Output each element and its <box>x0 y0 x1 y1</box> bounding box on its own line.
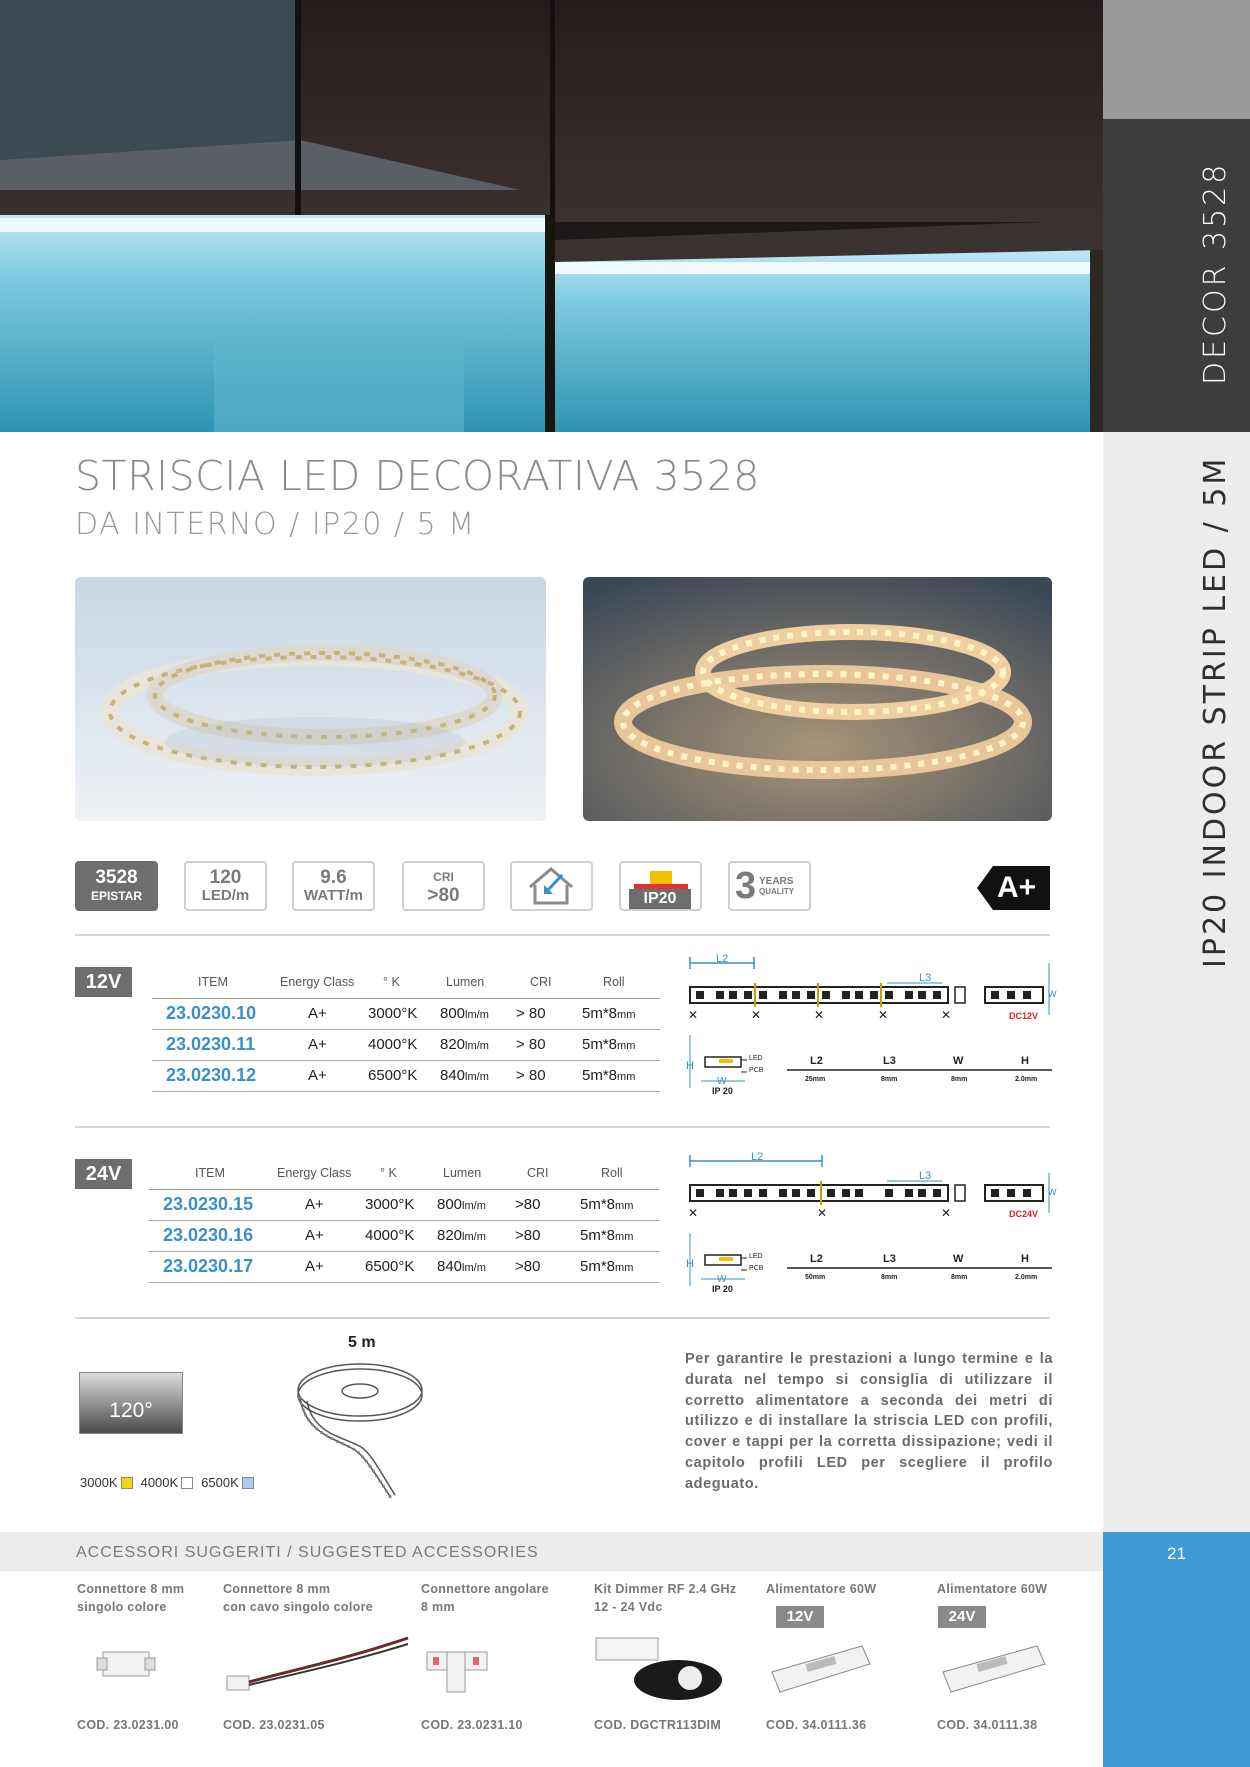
header-roll: Roll <box>601 1166 623 1180</box>
item-code: 23.0230.10 <box>166 1003 257 1023</box>
pcb-label: PCB <box>749 1067 764 1074</box>
sidebar-top-block <box>1103 0 1250 119</box>
val-w: 8mm <box>951 1274 968 1281</box>
accessory-name: Connettore 8 mm con cavo singolo colore <box>223 1582 373 1614</box>
val-w: 8mm <box>951 1076 968 1083</box>
lumen: 800 <box>440 1005 466 1022</box>
val-l3: 8mm <box>881 1274 898 1281</box>
dim-l3: L3 <box>919 972 932 984</box>
roll: 5m*8 <box>580 1227 616 1244</box>
energy-class: A+ <box>305 1227 324 1244</box>
val-h: 2.0mm <box>1015 1076 1038 1083</box>
page-title: STRISCIA LED DECORATIVA 3528 <box>75 452 760 500</box>
svg-text:✕: ✕ <box>688 1206 699 1220</box>
power-unit: WATT/m <box>304 887 363 904</box>
roll-unit: mm <box>615 1262 634 1274</box>
energy-class: A+ <box>308 1036 327 1053</box>
roll-unit: mm <box>617 1040 636 1052</box>
power-supply-icon <box>937 1636 1052 1706</box>
warranty-years: 3 <box>735 865 757 907</box>
swatch-cool <box>242 1477 254 1489</box>
lumen-unit: lm/m <box>465 1071 489 1083</box>
dim-h: H <box>686 1258 694 1270</box>
header-cri: CRI <box>530 975 552 989</box>
energy-class-value: A+ <box>997 871 1037 904</box>
lumen: 820 <box>440 1036 466 1053</box>
roll: 5m*8 <box>582 1005 618 1022</box>
lumen: 840 <box>437 1258 463 1275</box>
dim-l3: L3 <box>919 1170 932 1182</box>
accessory-code: COD. DGCTR113DIM <box>594 1718 722 1732</box>
color-temp-warm: 3000K <box>80 1475 118 1490</box>
strip-diagram-12v <box>687 955 1057 1100</box>
swatch-warm <box>121 1477 133 1489</box>
strip-diagram-24v <box>687 1153 1057 1298</box>
item-code: 23.0230.11 <box>166 1034 256 1054</box>
product-photo-on <box>583 577 1052 821</box>
led-reel-icon <box>295 1355 445 1510</box>
svg-text:✕: ✕ <box>941 1008 952 1022</box>
header-energy-class: Energy Class <box>277 1166 352 1180</box>
chip-brand-label: EPISTAR <box>90 889 143 903</box>
ip-rating-badge <box>619 861 702 911</box>
accessory-item[interactable] <box>594 1580 754 1732</box>
lumen-unit: lm/m <box>465 1009 489 1021</box>
power-supply-icon <box>766 1636 876 1706</box>
roll: 5m*8 <box>582 1036 618 1053</box>
header-cri: CRI <box>527 1166 549 1180</box>
accessory-item[interactable] <box>77 1580 207 1732</box>
cri: >80 <box>515 1227 541 1244</box>
header-lumen: Lumen <box>446 975 485 989</box>
voltage-tag-24v: 24V <box>75 1159 132 1189</box>
connector-icon <box>93 1630 173 1700</box>
col-h: H <box>1021 1055 1029 1067</box>
accessory-item[interactable] <box>223 1580 403 1732</box>
accessory-name: Kit Dimmer RF 2.4 GHz 12 - 24 Vdc <box>594 1582 737 1614</box>
chip-type-value: 3528 <box>95 867 138 888</box>
lumen: 800 <box>437 1196 463 1213</box>
beam-angle-value: 120° <box>109 1399 153 1422</box>
accessory-voltage: 24V <box>938 1606 986 1628</box>
col-w: W <box>953 1253 964 1265</box>
hero-photo <box>0 0 1103 432</box>
warranty-years-label: YEARS <box>759 876 794 887</box>
dim-w: W <box>1048 989 1057 999</box>
led-density-value: 120 <box>209 867 242 888</box>
accessory-code: COD. 23.0231.05 <box>223 1718 325 1732</box>
roll: 5m*8 <box>582 1067 618 1084</box>
voltage-tag-12v: 12V <box>75 967 132 997</box>
accessory-item[interactable] <box>937 1580 1087 1732</box>
roll-unit: mm <box>615 1200 634 1212</box>
accessory-name: Alimentatore 60W <box>766 1582 877 1596</box>
color-temp: 3000°K <box>365 1196 415 1213</box>
energy-class: A+ <box>308 1005 327 1022</box>
divider <box>75 1317 1050 1319</box>
roll: 5m*8 <box>580 1196 616 1213</box>
val-l3: 8mm <box>881 1076 898 1083</box>
cri: > 80 <box>516 1067 546 1084</box>
swatch-neutral <box>181 1477 193 1489</box>
warranty-badge <box>728 861 811 911</box>
energy-class: A+ <box>305 1196 324 1213</box>
col-h: H <box>1021 1253 1029 1265</box>
lumen-unit: lm/m <box>465 1040 489 1052</box>
voltage-label: DC24V <box>1009 1209 1039 1219</box>
lumen: 840 <box>440 1067 466 1084</box>
svg-text:✕: ✕ <box>814 1008 825 1022</box>
header-kelvin: ° K <box>383 975 400 989</box>
ip-label: IP 20 <box>712 1284 733 1294</box>
divider <box>75 1126 1050 1128</box>
installation-note: Per garantire le prestazioni a lungo termine e la durata nel tempo si consiglia di utilizzare il corretto alimentatore a seconda dei metri di utilizzo e di installare la striscia LED con profili, cover e tappi per la corretta dissipazione; vedi il capitolo profili LED per scegliere il profilo adeguato. <box>685 1351 1053 1492</box>
divider <box>75 934 1050 936</box>
item-code: 23.0230.15 <box>163 1194 254 1214</box>
led-density-badge <box>184 861 267 911</box>
header-item: ITEM <box>195 1166 225 1180</box>
cable-connector-icon <box>223 1630 413 1700</box>
svg-text:✕: ✕ <box>751 1008 762 1022</box>
header-lumen: Lumen <box>443 1166 482 1180</box>
lumen-unit: lm/m <box>462 1200 486 1212</box>
sidebar-series-label: DECOR 3528 <box>1198 161 1233 385</box>
lumen-unit: lm/m <box>462 1231 486 1243</box>
energy-class: A+ <box>308 1067 327 1084</box>
color-temp-neutral: 4000K <box>140 1475 179 1490</box>
lumen-unit: lm/m <box>462 1262 486 1274</box>
color-temperature-legend <box>80 1475 262 1490</box>
svg-text:✕: ✕ <box>878 1008 889 1022</box>
color-temp-cool: 6500K <box>201 1475 239 1490</box>
page-subtitle: DA INTERNO / IP20 / 5 M <box>75 507 476 542</box>
led-label: LED <box>749 1055 763 1062</box>
table-row <box>152 1031 660 1061</box>
page-number: 21 <box>1167 1544 1186 1563</box>
lumen: 820 <box>437 1227 463 1244</box>
table-row <box>152 1000 660 1030</box>
reel-length: 5 m <box>348 1334 376 1351</box>
accessory-code: COD. 34.0111.38 <box>937 1718 1038 1732</box>
table-row <box>152 1062 660 1092</box>
accessory-voltage: 12V <box>776 1606 824 1628</box>
power-badge <box>292 861 375 911</box>
dim-h: H <box>686 1060 694 1072</box>
sidebar-page-block <box>1103 1532 1250 1767</box>
col-l3: L3 <box>883 1055 896 1067</box>
product-photo-off <box>75 577 546 821</box>
corner-connector-icon <box>423 1630 503 1700</box>
col-l3: L3 <box>883 1253 896 1265</box>
dim-l2: L2 <box>751 1151 764 1163</box>
led-density-unit: LED/m <box>201 887 250 904</box>
roll-unit: mm <box>617 1009 636 1021</box>
item-code: 23.0230.12 <box>166 1065 257 1085</box>
dim-w-section: W <box>717 1076 727 1087</box>
warranty-quality-label: QUALITY <box>759 887 795 896</box>
col-l2: L2 <box>810 1055 823 1067</box>
col-w: W <box>953 1055 964 1067</box>
accessory-item[interactable] <box>421 1580 581 1732</box>
accessory-item[interactable] <box>766 1580 916 1732</box>
indoor-house-icon <box>510 861 593 911</box>
chip-type-badge <box>75 861 158 911</box>
color-temp: 6500°K <box>365 1258 415 1275</box>
color-temp: 4000°K <box>368 1036 418 1053</box>
pcb-label: PCB <box>749 1265 764 1272</box>
table-header-rule <box>152 998 660 999</box>
color-temp: 3000°K <box>368 1005 418 1022</box>
dim-l2: L2 <box>716 953 729 965</box>
val-l2: 50mm <box>805 1274 826 1281</box>
accessory-name: Alimentatore 60W <box>937 1582 1048 1596</box>
val-l2: 25mm <box>805 1076 826 1083</box>
cri: >80 <box>515 1258 541 1275</box>
ip-label: IP 20 <box>712 1086 733 1096</box>
cri: >80 <box>515 1196 541 1213</box>
item-code: 23.0230.16 <box>163 1225 254 1245</box>
header-kelvin: ° K <box>380 1166 397 1180</box>
accessory-code: COD. 23.0231.10 <box>421 1718 523 1732</box>
table-row <box>149 1191 659 1221</box>
table-row <box>149 1253 659 1283</box>
header-energy-class: Energy Class <box>280 975 355 989</box>
accessory-code: COD. 34.0111.36 <box>766 1718 867 1732</box>
roll-unit: mm <box>617 1071 636 1083</box>
table-row <box>149 1222 659 1252</box>
svg-text:✕: ✕ <box>688 1008 699 1022</box>
val-h: 2.0mm <box>1015 1274 1038 1281</box>
table-header-rule <box>149 1189 659 1190</box>
cri-badge <box>402 861 485 911</box>
dim-w-section: W <box>717 1274 727 1285</box>
led-label: LED <box>749 1253 763 1260</box>
dim-w: W <box>1048 1187 1057 1197</box>
ip-rating-value: IP20 <box>629 889 691 909</box>
accessory-name: Connettore 8 mm singolo colore <box>77 1582 185 1614</box>
accessories-title: ACCESSORI SUGGERITI / SUGGESTED ACCESSORIES <box>76 1544 539 1561</box>
item-code: 23.0230.17 <box>163 1256 254 1276</box>
col-l2: L2 <box>810 1253 823 1265</box>
svg-text:✕: ✕ <box>941 1206 952 1220</box>
color-temp: 6500°K <box>368 1067 418 1084</box>
svg-text:✕: ✕ <box>817 1206 828 1220</box>
cri: > 80 <box>516 1036 546 1053</box>
sidebar-product-label: IP20 INDOOR STRIP LED / 5M <box>1198 455 1233 968</box>
energy-class: A+ <box>305 1258 324 1275</box>
cri-value: >80 <box>427 885 460 906</box>
header-roll: Roll <box>603 975 625 989</box>
roll: 5m*8 <box>580 1258 616 1275</box>
roll-unit: mm <box>615 1231 634 1243</box>
color-temp: 4000°K <box>365 1227 415 1244</box>
cri: > 80 <box>516 1005 546 1022</box>
beam-angle-icon <box>79 1372 183 1434</box>
accessory-name: Connettore angolare 8 mm <box>421 1582 549 1614</box>
header-item: ITEM <box>198 975 228 989</box>
voltage-label: DC12V <box>1009 1011 1039 1021</box>
dimmer-kit-icon <box>594 1626 734 1706</box>
cri-label: CRI <box>433 870 454 884</box>
power-value: 9.6 <box>320 867 347 888</box>
accessory-code: COD. 23.0231.00 <box>77 1718 179 1732</box>
